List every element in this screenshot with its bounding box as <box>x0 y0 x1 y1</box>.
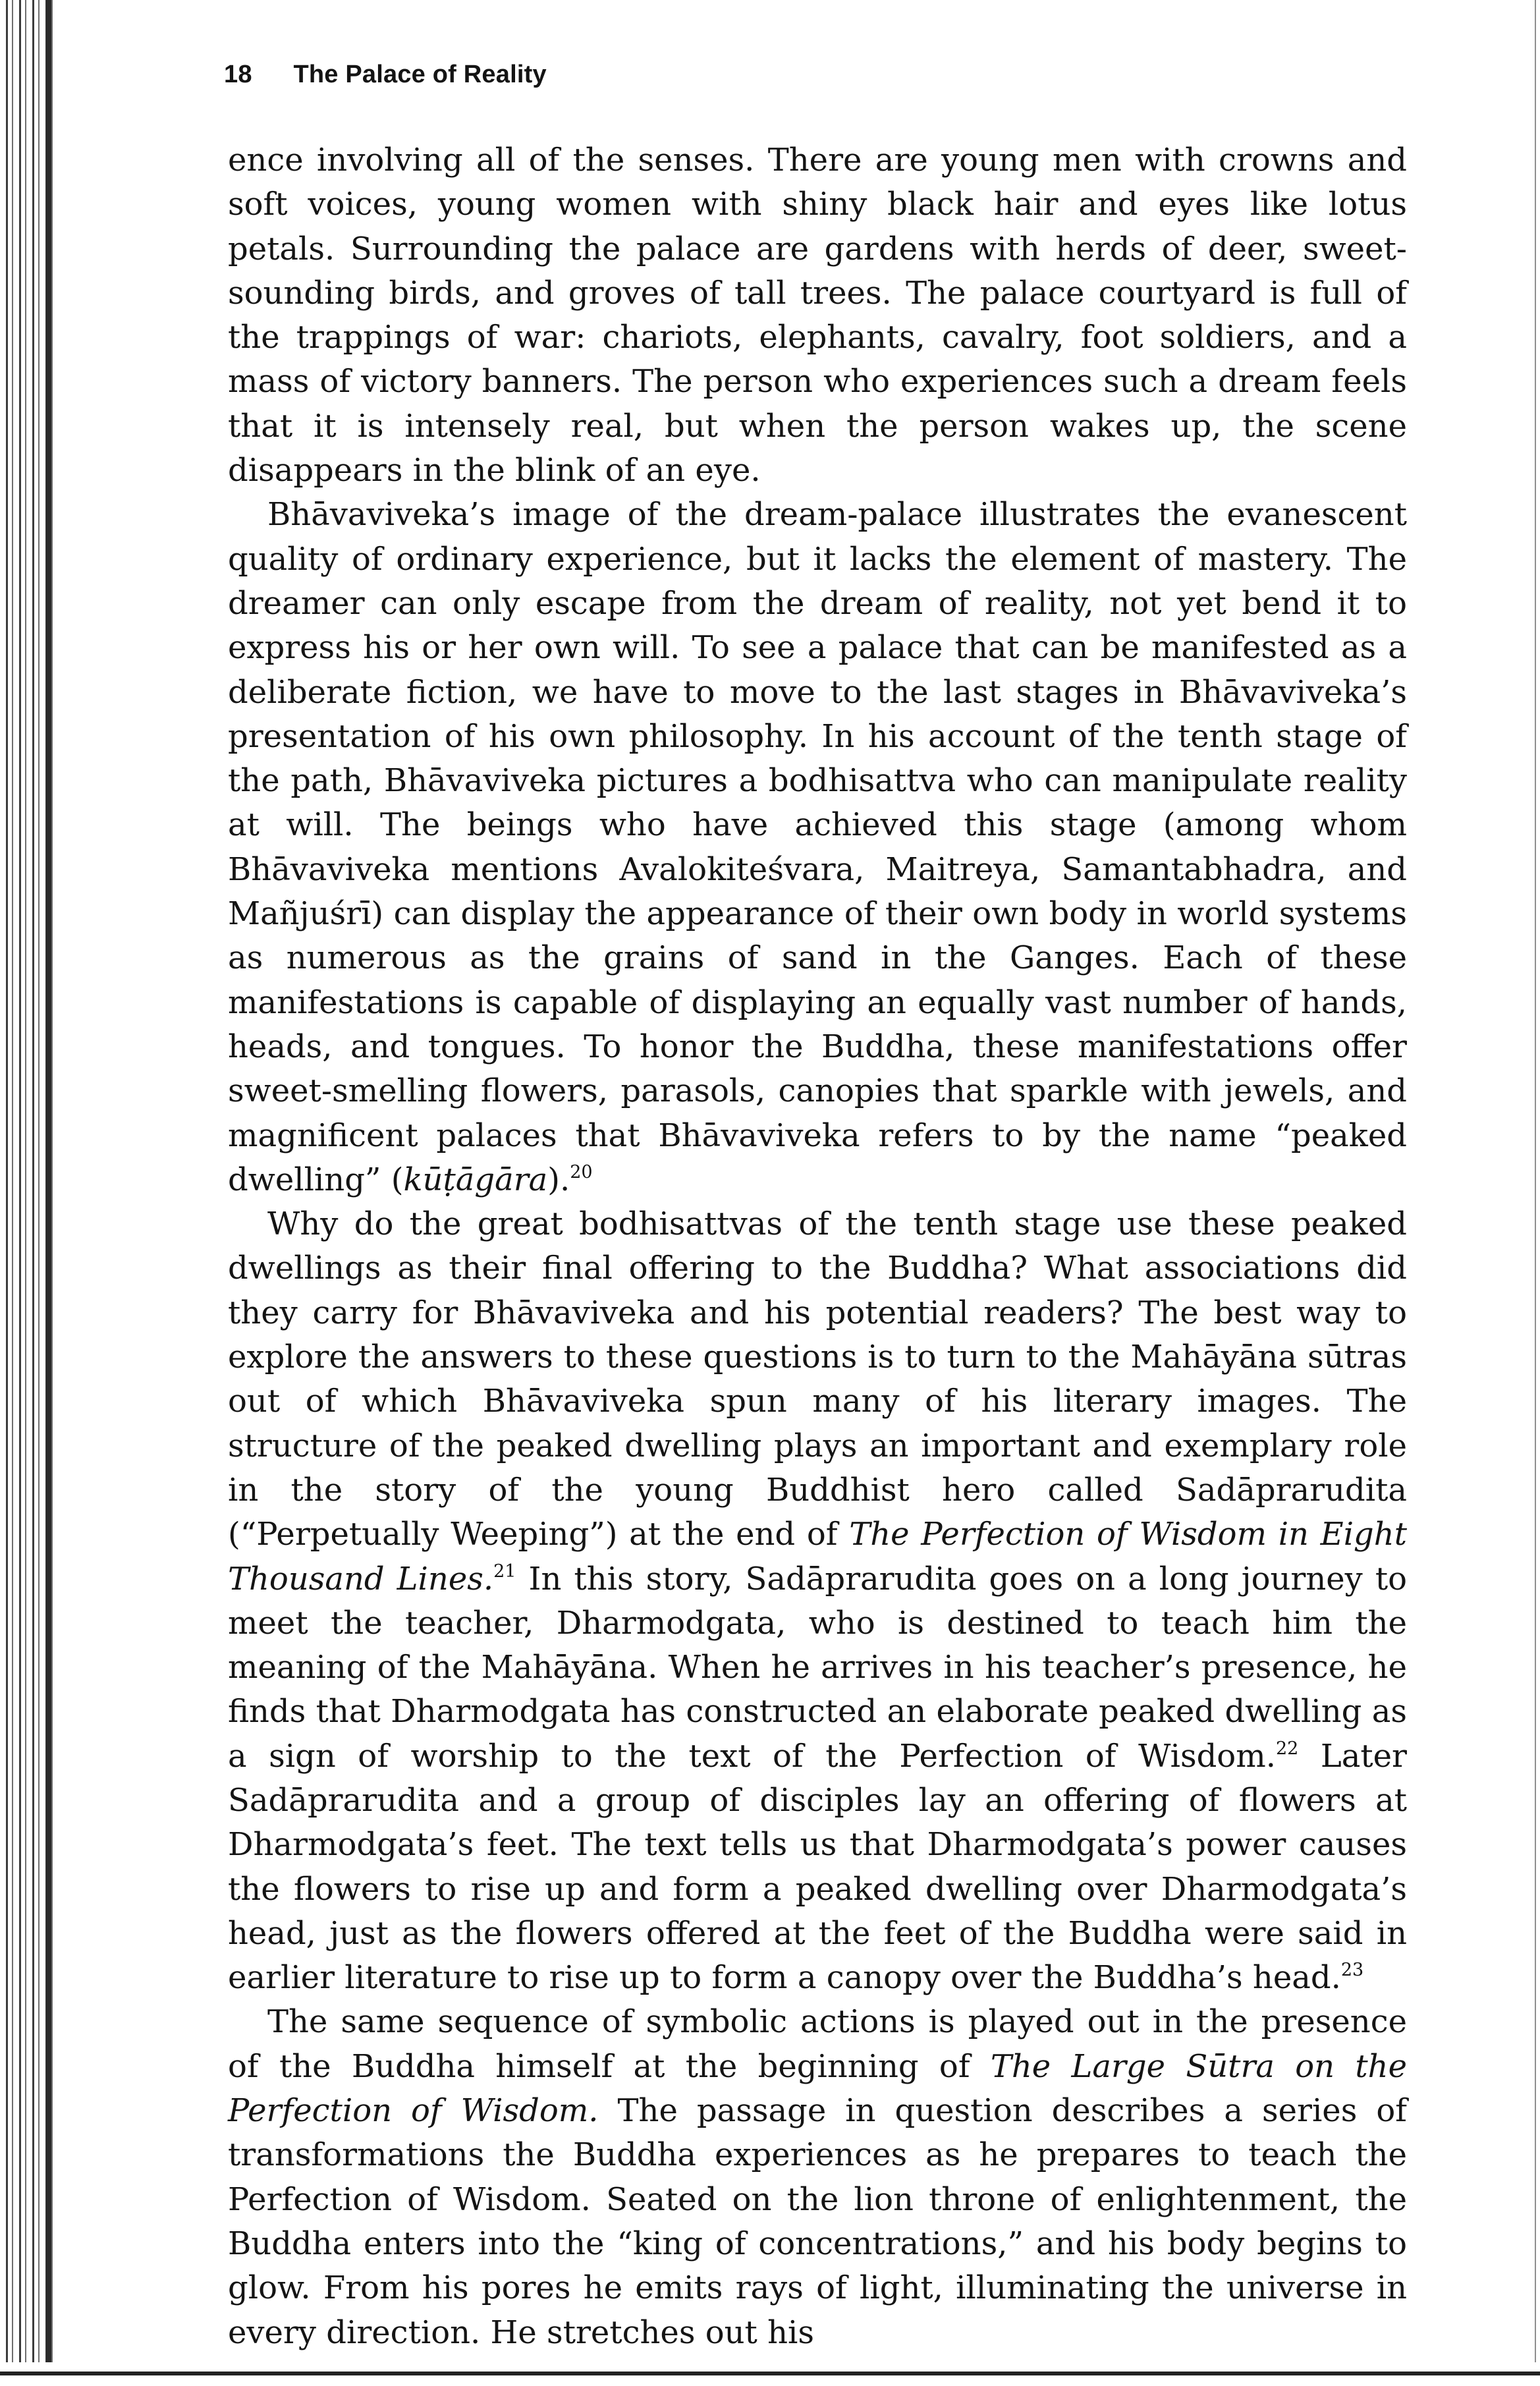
footnote-ref: 20 <box>570 1161 593 1182</box>
scan-edge-right <box>1531 0 1540 2386</box>
running-head-title: The Palace of Reality <box>293 61 547 88</box>
footnote-ref: 21 <box>493 1561 516 1582</box>
paragraph <box>228 2000 1407 2354</box>
scan-edge-left-line <box>46 0 51 2386</box>
text-run: ). <box>547 1161 570 1198</box>
italic-text: The Large Sūtra on the Perfection of Wisdom. <box>228 2047 1407 2130</box>
italic-text: kūṭāgāra <box>403 1161 548 1198</box>
scan-edge-bottom <box>0 2362 1540 2386</box>
page-number: 18 <box>224 61 252 88</box>
text-run: In this story, Sadāprarudita goes on a long journey to meet the teacher, Dharmodgata, who is destined to teach him the meaning of the Mahāyāna. When he arrives in his teacher’s presence, he finds that Dharmodgata has constructed an elaborate peaked dwelling as a sign of worship to the text of the Perfection of Wisdom. <box>228 1560 1408 1775</box>
paragraph <box>228 493 1407 1202</box>
paragraph <box>228 1202 1407 2000</box>
body-text <box>228 138 1407 2355</box>
text-run: The passage in question describes a series of transformations the Buddha experiences as he prepares to teach the Perfection of Wisdom. Seated on the lion throne of enlightenment, the Buddha enters into the “king of concentrations,” and his body begins to glow. From his pores he emits rays of light, illuminating the universe in every direction. He stretches out his <box>228 2092 1407 2351</box>
text-run: Bhāvaviveka’s image of the dream-palace illustrates the evanescent quality of ordinary experience, but it lacks the element of mastery. The dreamer can only escape from the dream of reality, not yet bend it to express his or her own will. To see a palace that can be manifested as a deliberate fiction, we have to move to the last stages in Bhāvaviveka’s presentation of his own philosophy. In his account of the tenth stage of the path, Bhāvaviveka pictures a bodhisattva who can manipulate reality at will. The beings who have achieved this stage (among whom Bhāvaviveka mentions Avalokiteśvara, Maitreya, Samantabhadra, and Mañjuśrī) can display the appearance of their own body in world systems as numerous as the grains of sand in the Ganges. Each of these manifestations is capable of displaying an equally vast number of hands, heads, and tongues. To honor the Buddha, these manifestations offer sweet-smelling flowers, parasols, canopies that sparkle with jewels, and magnificent palaces that Bhāvaviveka refers to by the name “peaked dwelling” ( <box>228 496 1407 1198</box>
text-run: ence involving all of the senses. There are young men with crowns and soft voices, young women with shiny black hair and eyes like lotus petals. Surrounding the palace are gardens with herds of deer, sweet-sounding birds, and groves of tall trees. The palace courtyard is full of the trappings of war: chariots, elephants, cavalry, foot soldiers, and a mass of victory banners. The person who experiences such a dream feels that it is intensely real, but when the person wakes up, the scene disappears in the blink of an eye. <box>228 142 1407 489</box>
running-header <box>224 61 547 89</box>
text-run: Why do the great bodhisattvas of the tenth stage use these peaked dwellings as their final offering to the Buddha? What associations did they carry for Bhāvaviveka and his potential readers? The best way to explore the answers to these questions is to turn to the Mahāyāna sūtras out of which Bhāvaviveka spun many of his literary images. The structure of the peaked dwelling plays an important and exemplary role in the story of the young Buddhist hero called Sadāprarudita (“Perpetually Weeping”) at the end of <box>228 1206 1407 1553</box>
text-run: Later Sadāprarudita and a group of disciples lay an offering of flowers at Dharmodgata’s feet. The text tells us that Dharmodgata’s power causes the flowers to rise up and form a peaked dwelling over Dharmodgata’s head, just as the flowers offered at the feet of the Buddha were said in earlier literature to rise up to form a canopy over the Buddha’s head. <box>228 1737 1407 1997</box>
footnote-ref: 23 <box>1340 1960 1364 1981</box>
footnote-ref: 22 <box>1275 1738 1299 1759</box>
paragraph <box>228 138 1407 493</box>
italic-text: The Perfection of Wisdom in Eight Thousand Lines. <box>228 1516 1407 1597</box>
text-run: The same sequence of symbolic actions is played out in the presence of the Buddha himself at the beginning of <box>228 2003 1407 2085</box>
